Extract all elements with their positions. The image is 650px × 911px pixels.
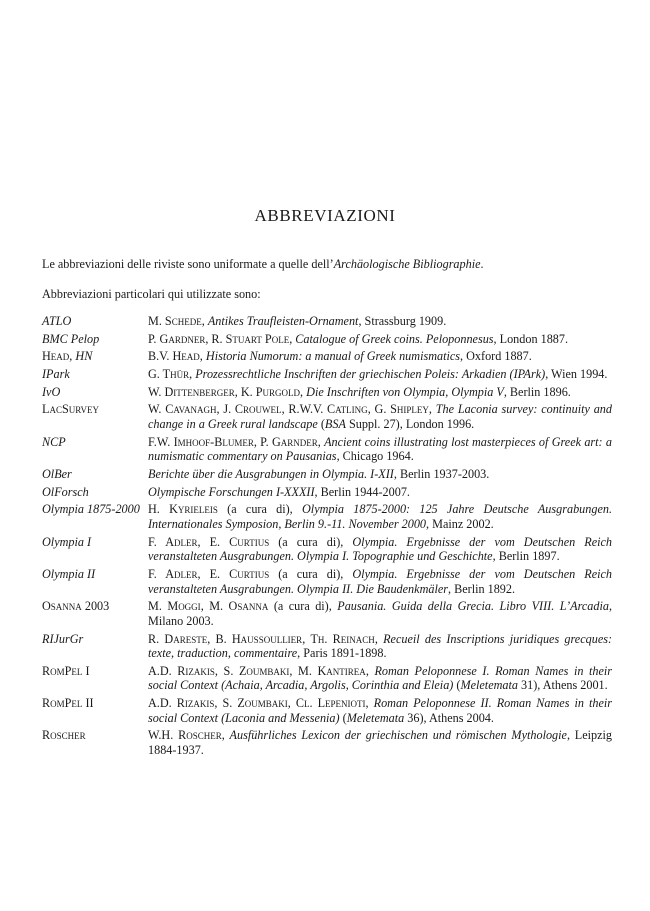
reference-title: Pausania. Guida della Grecia. Libro VIII. L’Arcadia: [337, 599, 609, 614]
reference-text: ,: [374, 631, 384, 646]
reference-title: Historia Numorum: a manual of Greek numismatics: [205, 349, 461, 364]
reference-author: F.W. Imhoof-Blumer: [148, 434, 254, 449]
reference-text: (: [317, 417, 325, 432]
reference-author: R.W.V. Catling: [288, 402, 368, 417]
reference-text: ,: [300, 384, 307, 399]
reference-author: B.V. Head: [148, 349, 200, 364]
abbreviation-entry: [42, 567, 612, 596]
reference-author: M. Kantirea: [298, 663, 366, 678]
abbreviation-reference: [148, 696, 612, 725]
intro-journals: [42, 257, 602, 272]
abbreviation-term-author: Head,: [42, 349, 76, 364]
reference-text: (a cura di),: [269, 566, 353, 581]
reference-text: ,: [214, 696, 223, 711]
abbreviation-entry: [42, 728, 612, 757]
reference-author: M. Schede: [148, 314, 202, 328]
reference-title: Olympia. Ergebnisse der vom Deutschen Reich veranstalteten Ausgrabungen. Olympia I. Topographie und Geschichte: [148, 534, 612, 564]
reference-author: P. Garnder: [260, 434, 318, 449]
reference-text: (: [453, 678, 461, 693]
reference-text: , Berlin 1944-2007.: [314, 484, 410, 499]
abbreviation-entry: [42, 385, 612, 400]
abbreviation-list: [42, 314, 612, 758]
reference-text: , Wien 1994.: [545, 367, 608, 382]
reference-author: S. Zoumbaki: [222, 696, 288, 711]
reference-text: ,: [189, 367, 196, 382]
reference-title: Olympische Forschungen I-XXXII: [148, 484, 315, 499]
reference-text: , Mainz 2002.: [426, 516, 494, 531]
abbreviation-term: [42, 349, 148, 364]
reference-text: ,: [289, 663, 299, 678]
reference-text: (a cura di),: [268, 599, 338, 614]
reference-text: ,: [365, 663, 375, 678]
reference-title: Antikes Traufleisten-Ornament: [207, 314, 359, 328]
abbreviation-term: IvO: [42, 384, 61, 399]
reference-author: W. Cavanagh: [148, 402, 217, 417]
reference-text: , Berlin 1896.: [503, 384, 571, 399]
reference-title: Meletemata: [460, 678, 518, 693]
reference-author: R. Stuart Pole: [211, 331, 290, 346]
reference-text: ,: [253, 434, 261, 449]
abbreviation-term: RomPel II: [42, 696, 94, 711]
abbreviation-reference: [148, 467, 612, 482]
abbreviation-term: BMC Pelop: [42, 331, 100, 346]
reference-text: ,: [197, 534, 210, 549]
abbreviation-reference: [148, 332, 612, 347]
reference-text: ,: [365, 696, 374, 711]
reference-author: Cl. Lepenioti: [295, 696, 366, 711]
abbreviation-entry: [42, 485, 612, 500]
intro-journals-end: .: [480, 257, 484, 271]
reference-text: ,: [289, 331, 296, 346]
abbreviation-entry: [42, 367, 612, 382]
reference-title: Roman Peloponnese II. Roman Names in their social Context (Laconia and Messenia): [148, 696, 613, 725]
reference-title: Roman Peloponnese I. Roman Names in their social Context (Achaia, Arcadia, Argolis, Corinthia and Eleia): [148, 663, 613, 693]
reference-text: ,: [317, 434, 325, 449]
reference-author: F. Adler: [148, 566, 198, 581]
reference-author: P. Gardner: [148, 331, 206, 346]
reference-title: Berichte über die Ausgrabungen in Olympia. I-XII: [148, 467, 394, 481]
abbreviation-reference: [148, 435, 612, 464]
reference-text: ,: [214, 663, 224, 678]
reference-text: , Chicago 1964.: [336, 449, 414, 464]
abbreviation-term: Olympia I: [42, 534, 92, 549]
abbreviation-term: Roscher: [42, 728, 86, 743]
abbreviation-term: RomPel I: [42, 663, 90, 678]
reference-text: ,: [234, 384, 241, 399]
reference-text: ,: [281, 402, 289, 417]
reference-text: ,: [201, 314, 208, 328]
abbreviation-reference: [148, 367, 612, 382]
reference-text: ,: [302, 631, 311, 646]
reference-author: E. Curtius: [209, 566, 270, 581]
abbreviation-reference: [148, 385, 612, 400]
abbreviation-entry: [42, 696, 612, 725]
reference-text: ,: [367, 402, 375, 417]
abbreviation-term: OlForsch: [42, 484, 89, 499]
abbreviation-reference: [148, 664, 612, 693]
reference-text: (: [339, 710, 347, 725]
abbreviation-entry: [42, 402, 612, 431]
reference-text: , London 1887.: [493, 331, 569, 346]
reference-text: ,: [205, 331, 212, 346]
reference-author: H. Kyrieleis: [148, 502, 218, 517]
abbreviation-term: IPark: [42, 367, 70, 382]
page-title: ABBREVIAZIONI: [254, 206, 396, 225]
reference-title: Recueil des Inscriptions juridiques grecques: texte, traduction, commentaire: [148, 631, 613, 661]
abbreviation-term: Olympia II: [42, 566, 96, 581]
reference-author: W.H. Roscher: [148, 728, 222, 743]
abbreviation-term: OlBer: [42, 467, 72, 481]
intro-journals-text: Le abbreviazioni delle riviste sono uniformate a quelle dell’: [42, 257, 334, 271]
reference-author: M. Moggi: [148, 599, 201, 614]
reference-text: ,: [287, 696, 296, 711]
reference-author: E. Curtius: [209, 534, 270, 549]
abbreviation-reference: [148, 314, 612, 329]
abbreviation-term: RIJurGr: [42, 631, 84, 646]
reference-text: , Strassburg 1909.: [358, 314, 447, 328]
abbreviation-entry: [42, 535, 612, 564]
reference-text: (a cura di),: [217, 502, 302, 517]
reference-author: A.D. Rizakis: [148, 663, 215, 678]
abbreviation-reference: [148, 402, 612, 431]
reference-title: Prozessrechtliche Inschriften der griechischen Poleis: Arkadien (IPArk): [195, 367, 546, 382]
reference-text: , Berlin 1897.: [492, 549, 560, 564]
reference-title: The Laconia survey: continuity and change in a Greek rural landscape: [148, 402, 612, 432]
abbreviation-entry: [42, 435, 612, 464]
reference-title: Die Inschriften von Olympia, Olympia V: [306, 384, 504, 399]
abbreviation-reference: [148, 599, 612, 628]
intro-journals-source: Archäologische Bibliographie: [333, 257, 481, 271]
reference-text: , Leipzig 1884-1937.: [148, 728, 612, 757]
reference-text: ,: [200, 599, 210, 614]
abbreviation-entry: [42, 599, 612, 628]
reference-author: B. Haussoullier: [215, 631, 303, 646]
abbreviation-reference: [148, 535, 612, 564]
reference-title: Meletemata: [346, 710, 405, 725]
reference-text: , Oxford 1887.: [460, 349, 532, 364]
reference-author: G. Shipley: [374, 402, 429, 417]
reference-text: ,: [199, 349, 206, 364]
abbreviation-entry: [42, 632, 612, 661]
reference-author: G. Thür: [148, 367, 190, 382]
abbreviation-term: Osanna 2003: [42, 599, 110, 614]
reference-text: ,: [428, 402, 436, 417]
abbreviation-reference: [148, 502, 612, 531]
abbreviation-term: ATLO: [42, 314, 72, 328]
reference-text: ,: [197, 566, 210, 581]
abbreviation-reference: [148, 728, 612, 757]
reference-text: (a cura di),: [269, 534, 353, 549]
reference-text: 36), Athens 2004.: [404, 710, 494, 725]
reference-author: R. Dareste: [148, 631, 208, 646]
reference-text: ,: [216, 402, 224, 417]
abbreviation-term: LacSurvey: [42, 402, 100, 417]
abbreviation-term: Olympia 1875-2000: [42, 502, 140, 517]
reference-author: K. Purgold: [240, 384, 301, 399]
intro-special: Abbreviazioni particolari qui utilizzate sono:: [42, 287, 261, 301]
reference-title: Ausführliches Lexicon der griechischen und römischen Mythologie: [229, 728, 567, 743]
abbreviation-entry: [42, 664, 612, 693]
reference-author: Th. Reinach: [310, 631, 375, 646]
reference-text: , Milano 2003.: [148, 599, 612, 628]
abbreviation-reference: [148, 485, 612, 500]
reference-author: F. Adler: [148, 534, 198, 549]
reference-author: S. Zoumbaki: [223, 663, 290, 678]
abbreviation-term-work: HN: [75, 349, 93, 364]
reference-text: Suppl. 27), London 1996.: [345, 417, 475, 432]
reference-author: M. Osanna: [209, 599, 269, 614]
reference-title: BSA: [324, 417, 346, 432]
abbreviation-reference: [148, 567, 612, 596]
reference-title: Ancient coins illustrating lost masterpieces of Greek art: a numismatic commentary on Pausanias: [148, 434, 612, 464]
reference-text: 31), Athens 2001.: [517, 678, 608, 693]
reference-text: , Berlin 1892.: [448, 581, 516, 596]
abbreviation-entry: [42, 502, 612, 531]
reference-text: ,: [207, 631, 216, 646]
reference-title: Catalogue of Greek coins. Peloponnesus: [295, 331, 494, 346]
abbreviation-entry: [42, 349, 612, 364]
reference-author: W. Dittenberger: [148, 384, 235, 399]
reference-text: ,: [221, 728, 230, 743]
reference-author: A.D. Rizakis: [148, 696, 215, 711]
abbreviation-entry: [42, 332, 612, 347]
reference-text: , Berlin 1937-2003.: [393, 467, 490, 481]
abbreviation-reference: [148, 349, 612, 364]
abbreviation-entry: [42, 314, 612, 329]
reference-title: Olympia. Ergebnisse der vom Deutschen Reich veranstalteten Ausgrabungen. Olympia II. Die Baudenkmäler: [148, 566, 612, 596]
abbreviation-term: NCP: [42, 434, 66, 449]
abbreviation-reference: [148, 632, 612, 661]
reference-text: , Paris 1891-1898.: [297, 646, 387, 661]
reference-title: Olympia 1875-2000: 125 Jahre Deutsche Ausgrabungen. Internationales Symposion, Berlin 9.-11. November 2000: [148, 502, 612, 531]
reference-author: J. Crouwel: [223, 402, 282, 417]
abbreviation-entry: [42, 467, 612, 482]
